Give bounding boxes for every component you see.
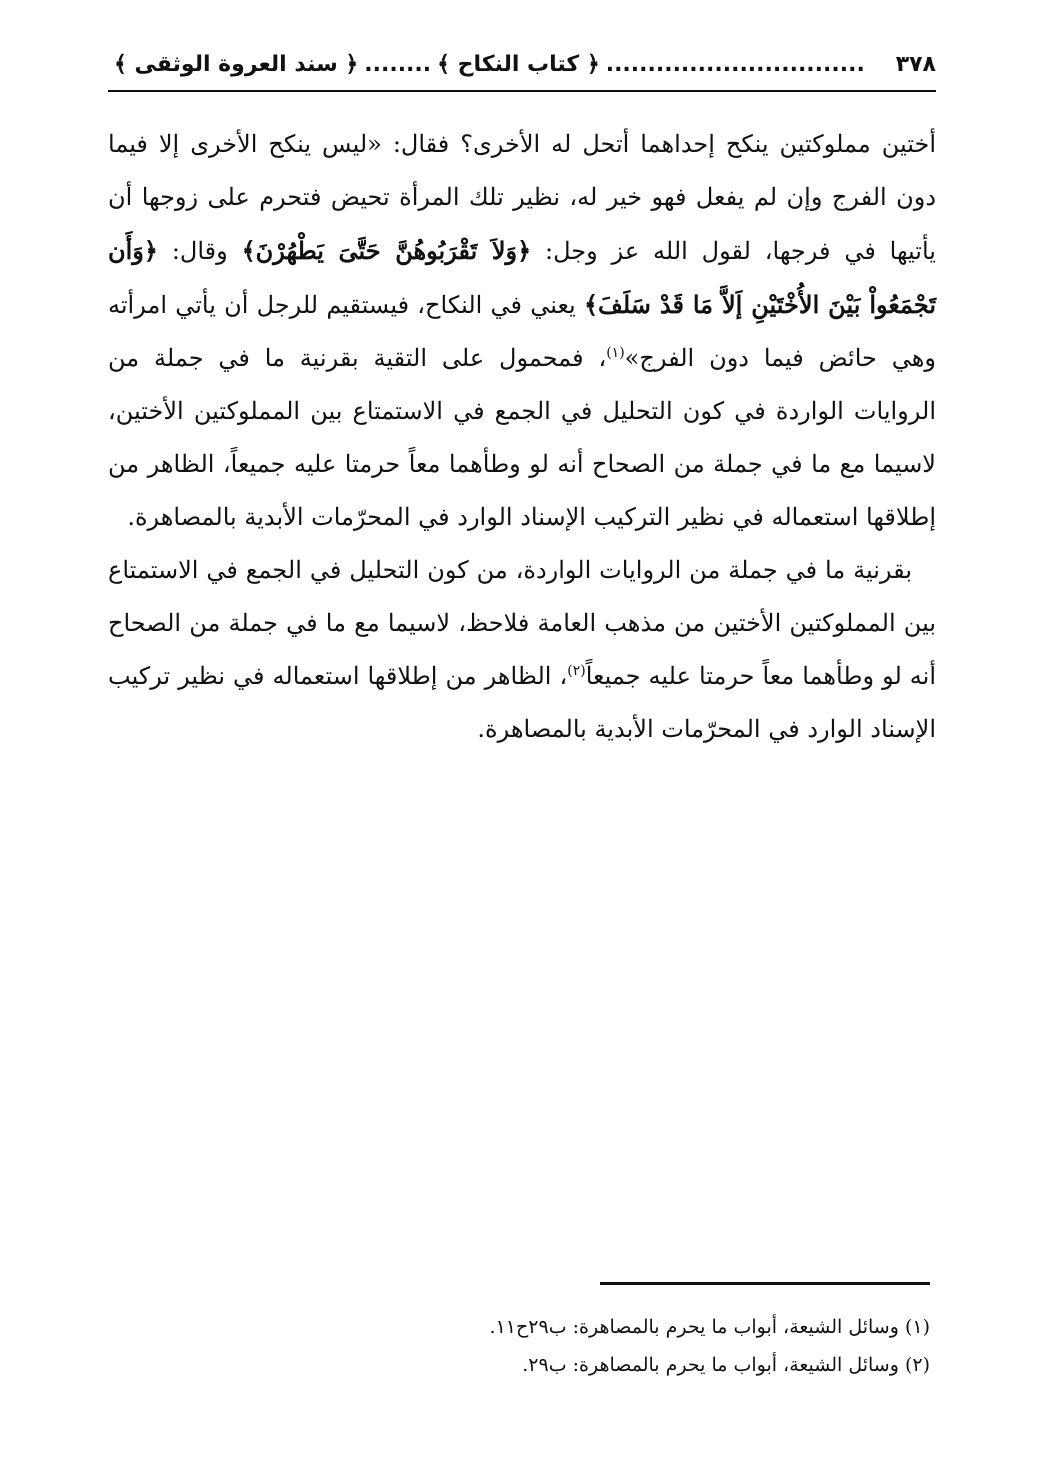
- footnote-1: (١) وسائل الشيعة، أبواب ما يحرم بالمصاهرة: ب٢٩ح١١.: [489, 1316, 930, 1338]
- footnote-ref-2: (٢): [567, 663, 586, 679]
- paragraph-1: [108, 118, 936, 544]
- footnote-2: (٢) وسائل الشيعة، أبواب ما يحرم بالمصاهرة: ب٢٩.: [522, 1354, 930, 1376]
- header-titles: [108, 52, 865, 77]
- book-title: ﴿ سند العروة الوثقى ﴾: [114, 51, 359, 77]
- quran-verse-2: ﴿وَأَن تَجْمَعُواْ بَيْنَ الأُخْتَيْنِ إَلاَّ مَا قَدْ سَلَفَ﴾: [108, 236, 937, 319]
- chapter-title: ﴿ كتاب النكاح ﴾: [437, 51, 600, 77]
- header-middle-dots: ........: [364, 51, 432, 77]
- paragraph-1-text-c: يعني في النكاح، فيستقيم للرجل أن يأتي امرأته وهي حائض فيما دون الفرج»: [108, 291, 937, 372]
- footnote-divider: [600, 1282, 930, 1285]
- paragraph-2-text-b: ، الظاهر من إطلاقها استعماله في نظير تركيب الإسناد الوارد في المحرّمات الأبدية بالمصاهرة.: [108, 662, 936, 743]
- footnote-ref-1: (١): [606, 345, 625, 361]
- paragraph-1-text-b: وقال:: [171, 237, 228, 265]
- header-divider: [108, 90, 936, 92]
- paragraph-2-text-a: بقرنية ما في جملة من الروايات الواردة، من كون التحليل في الجمع في الاستمتاع بين المملوكتين الأختين من مذهب العامة فلاحظ، لاسيما مع ما في جملة من الصحاح أنه لو وطأهما معاً حرمتا عليه جميعاً: [108, 556, 937, 690]
- body-text: [108, 118, 936, 756]
- quran-verse-1: ﴿وَلاَ تَقْرَبُوهُنَّ حَتَّىَ يَطْهُرْنَ﴾: [241, 236, 532, 265]
- running-header: [108, 40, 936, 88]
- paragraph-1-text-a: أختين مملوكتين ينكح إحداهما أتحل له الأخرى؟ فقال: «ليس ينكح الأخرى إلا فيما دون الفرج وإن لم يفعل فهو خير له، نظير تلك المرأة تحيض فتحرم على زوجها أن يأتيها في فرجها، لقول الله عز وجل:: [108, 130, 936, 265]
- header-leader-dots: ...............................: [605, 51, 865, 77]
- paragraph-1-text-d: ، فمحمول على التقية بقرنية ما في جملة من الروايات الواردة في كون التحليل في الجمع في الاستمتاع بين المملوكتين الأختين، لاسيما مع ما في جملة من الصحاح أنه لو وطأهما معاً حرمتا عليه جميعاً، الظاهر من إطلاقها استعماله في نظير التركيب الإسناد الوارد في المحرّمات الأبدية بالمصاهرة.: [108, 344, 936, 531]
- paragraph-2: [108, 544, 936, 756]
- page-number: ٣٧٨: [895, 51, 936, 77]
- footnotes: [300, 1308, 930, 1384]
